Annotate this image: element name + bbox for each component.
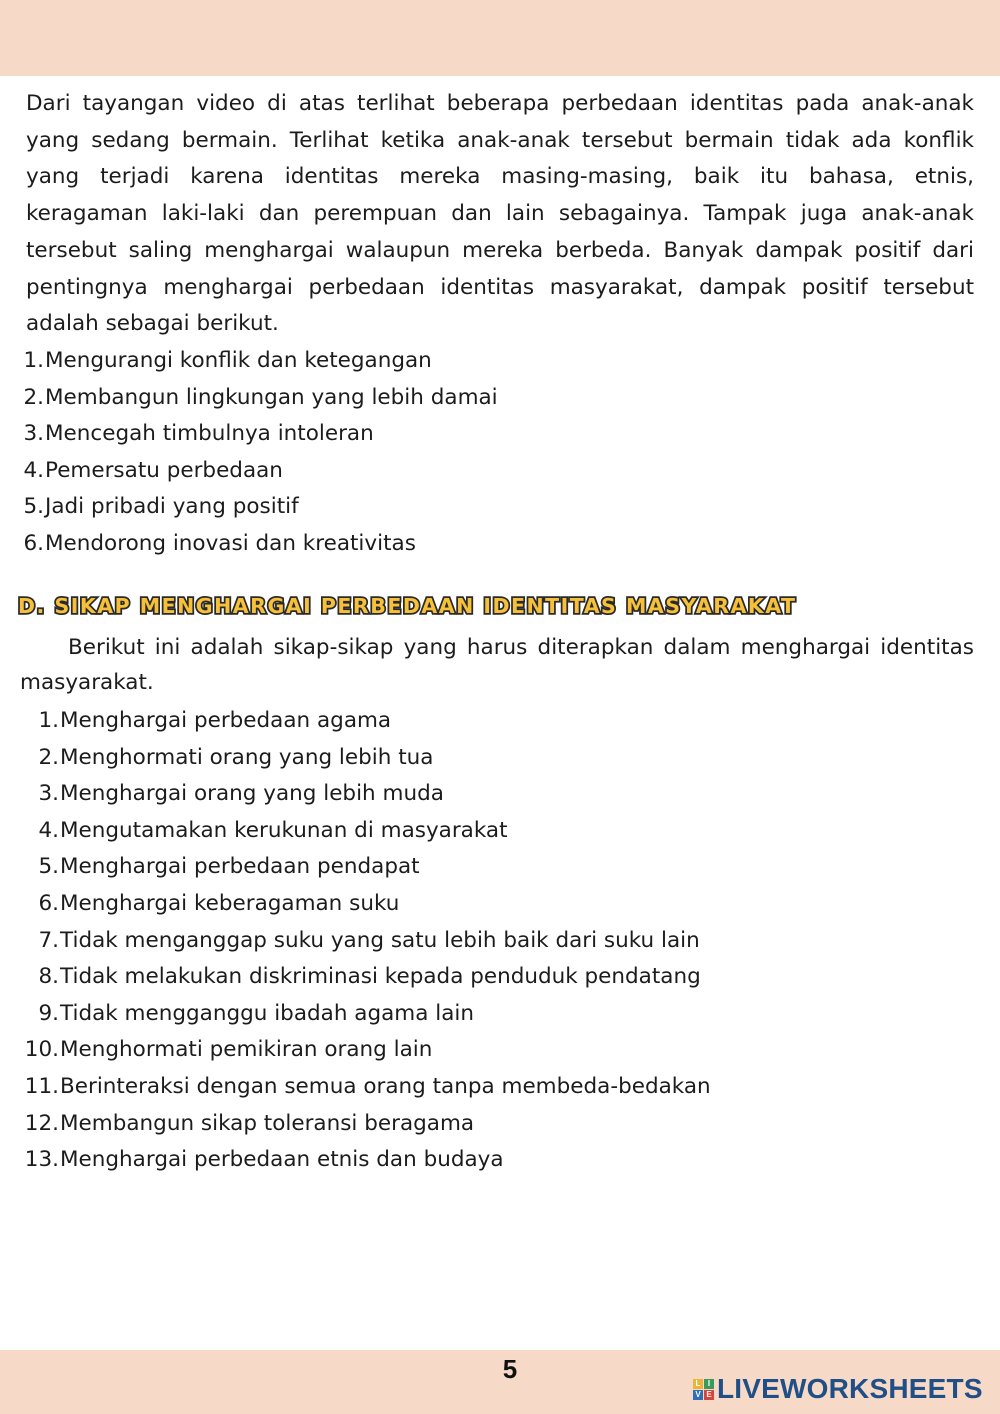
item-number: 7. [38, 927, 59, 953]
item-number: 3. [23, 421, 44, 447]
list-item [20, 1069, 711, 1106]
list-item [20, 489, 498, 526]
positive-impact-list [20, 343, 498, 563]
item-text: Jadi pribadi yang positif [45, 494, 299, 520]
item-text: Mencegah timbulnya intoleran [45, 421, 374, 447]
item-text: Tidak mengganggu ibadah agama lain [60, 1000, 474, 1026]
item-number: 10. [24, 1037, 59, 1063]
list-item [20, 703, 711, 740]
item-text: Tidak melakukan diskriminasi kepada penduduk pendatang [60, 964, 701, 990]
item-text: Tidak menganggap suku yang satu lebih baik dari suku lain [60, 927, 700, 953]
list-item [20, 1106, 711, 1143]
item-text: Menghargai perbedaan agama [60, 708, 392, 733]
item-number: 5. [23, 494, 44, 520]
item-number: 5. [38, 854, 59, 880]
item-number: 4. [38, 817, 59, 843]
item-number: 8. [38, 964, 59, 990]
live-letter-i: I [704, 1379, 714, 1389]
item-number: 6. [38, 890, 59, 916]
item-number: 2. [38, 744, 59, 770]
liveworksheets-logo[interactable] [693, 1375, 983, 1403]
list-item [20, 1142, 711, 1179]
item-number: 12. [24, 1110, 59, 1136]
brand-name: LIVEWORKSHEETS [717, 1373, 983, 1404]
list-item [20, 923, 711, 960]
item-number: 3. [38, 781, 59, 807]
item-text: Menghargai orang yang lebih muda [60, 781, 444, 807]
list-item [20, 996, 711, 1033]
live-letter-v: V [693, 1390, 703, 1400]
header-band [0, 0, 1000, 76]
item-number: 9. [38, 1000, 59, 1026]
item-text: Menghormati orang yang lebih tua [60, 744, 434, 770]
list-item [20, 813, 711, 850]
item-number: 6. [23, 530, 44, 556]
section-heading: D. SIKAP MENGHARGAI PERBEDAAN IDENTITAS MASYARAKAT [18, 594, 797, 618]
item-text: Menghormati pemikiran orang lain [60, 1037, 433, 1063]
list-item [20, 959, 711, 996]
item-text: Mengurangi konflik dan ketegangan [45, 348, 432, 373]
list-item [20, 886, 711, 923]
list-item [20, 416, 498, 453]
page-number: 5 [502, 1354, 518, 1384]
list-item [20, 849, 711, 886]
item-text: Mendorong inovasi dan kreativitas [45, 530, 416, 556]
item-number: 2. [23, 384, 44, 410]
item-text: Mengutamakan kerukunan di masyarakat [60, 817, 508, 843]
item-text: Menghargai keberagaman suku [60, 890, 400, 916]
list-item [20, 380, 498, 417]
item-number: 13. [24, 1147, 59, 1173]
list-item [20, 343, 498, 380]
item-text: Berinteraksi dengan semua orang tanpa membeda-bedakan [60, 1073, 711, 1099]
list-item [20, 526, 498, 563]
item-text: Menghargai perbedaan pendapat [60, 854, 420, 880]
item-number: 1. [38, 708, 59, 733]
attitude-list [20, 703, 711, 1179]
live-letter-e: E [704, 1390, 714, 1400]
live-grid-icon [693, 1379, 714, 1400]
item-text: Membangun sikap toleransi beragama [60, 1110, 475, 1136]
item-text: Membangun lingkungan yang lebih damai [45, 384, 498, 410]
list-item [20, 776, 711, 813]
item-text: Menghargai perbedaan etnis dan budaya [60, 1147, 504, 1173]
list-item [20, 453, 498, 490]
item-number: 4. [23, 457, 44, 483]
live-letter-l: L [693, 1379, 703, 1389]
intro-paragraph: Dari tayangan video di atas terlihat beberapa perbedaan identitas pada anak-anak yang sedang bermain. Terlihat ketika anak-anak tersebut bermain tidak ada konflik yang terjadi karena identitas mereka masing-masing, baik itu bahasa, etnis, keragaman laki-laki dan perempuan dan lain sebagainya. Tampak juga anak-anak tersebut saling menghargai walaupun mereka berbeda. Banyak dampak positif dari pentingnya menghargai perbedaan identitas masyarakat, dampak positif tersebut adalah sebagai berikut. [26, 91, 974, 337]
item-number: 1. [23, 348, 44, 373]
item-number: 11. [24, 1073, 59, 1099]
list-item [20, 1032, 711, 1069]
item-text: Pemersatu perbedaan [45, 457, 283, 483]
section-intro-paragraph: Berikut ini adalah sikap-sikap yang harus diterapkan dalam menghargai identitas masyarakat. [20, 635, 974, 695]
list-item [20, 740, 711, 777]
